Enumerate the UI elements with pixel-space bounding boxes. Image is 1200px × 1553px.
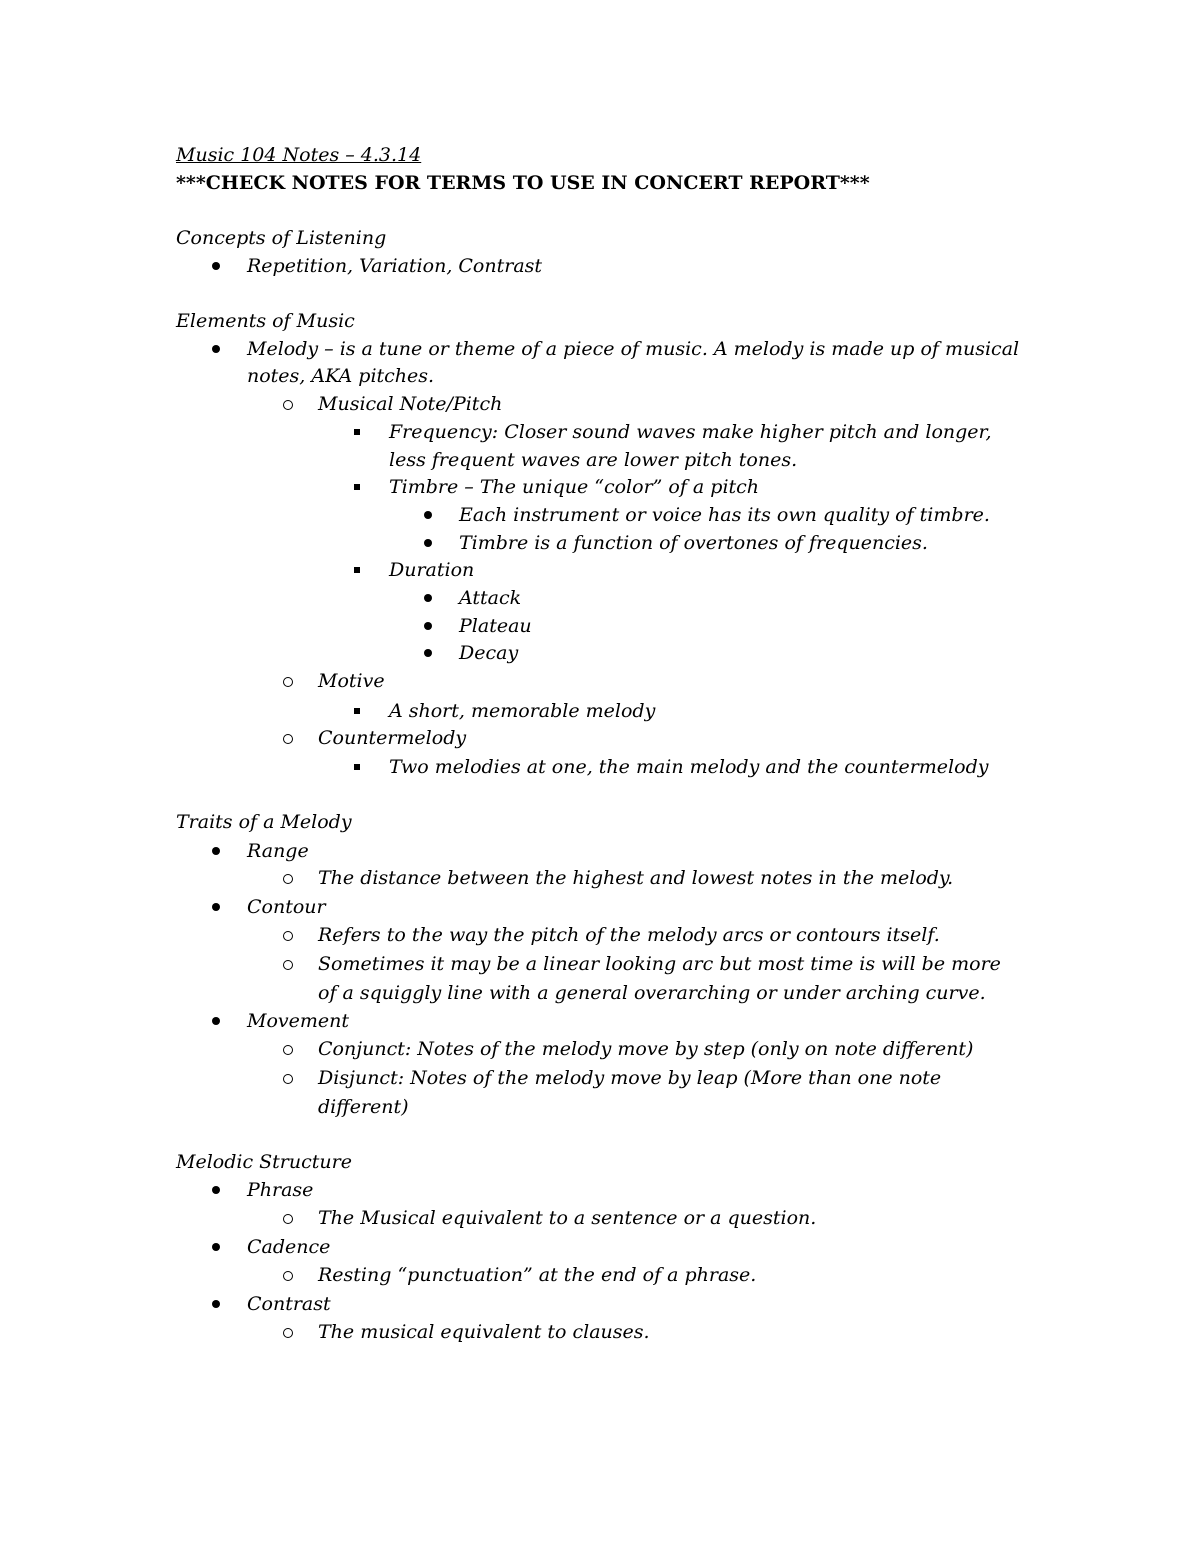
- list-item: Range: [247, 840, 309, 862]
- bullet-dot-icon: [424, 584, 436, 612]
- list-item: The musical equivalent to clauses.: [318, 1321, 650, 1343]
- doc-banner: ***CHECK NOTES FOR TERMS TO USE IN CONCERT REPORT***: [176, 172, 870, 194]
- list-item: Duration: [389, 559, 475, 581]
- list-item: Sometimes it may be a linear looking arc but most time is will be more: [318, 953, 1001, 975]
- list-item: Melody – is a tune or theme of a piece of music. A melody is made up of musical: [247, 338, 1020, 360]
- list-item: Two melodies at one, the main melody and the countermelody: [389, 756, 989, 778]
- list-item: Plateau: [459, 615, 532, 637]
- bullet-square-icon: [354, 556, 366, 584]
- bullet-circle-icon: [283, 724, 295, 752]
- list-item: Musical Note/Pitch: [318, 393, 503, 415]
- bullet-dot-icon: [212, 1007, 224, 1035]
- list-item-continuation: different): [318, 1096, 409, 1118]
- bullet-dot-icon: [424, 501, 436, 529]
- bullet-dot-icon: [424, 612, 436, 640]
- list-item: Countermelody: [318, 727, 467, 749]
- bullet-circle-icon: [283, 921, 295, 949]
- bullet-circle-icon: [283, 864, 295, 892]
- bullet-square-icon: [354, 753, 366, 781]
- bullet-circle-icon: [283, 950, 295, 978]
- bullet-circle-icon: [283, 390, 295, 418]
- section-heading-traits: Traits of a Melody: [176, 811, 352, 833]
- bullet-circle-icon: [283, 667, 295, 695]
- bullet-dot-icon: [212, 893, 224, 921]
- bullet-dot-icon: [212, 1233, 224, 1261]
- bullet-dot-icon: [424, 639, 436, 667]
- list-item: Decay: [459, 642, 519, 664]
- list-item: Disjunct: Notes of the melody move by leap (More than one note: [318, 1067, 942, 1089]
- list-item: A short, memorable melody: [389, 700, 656, 722]
- list-item: Timbre is a function of overtones of frequencies.: [459, 532, 928, 554]
- list-item: Attack: [459, 587, 522, 609]
- list-item: Repetition, Variation, Contrast: [247, 255, 543, 277]
- doc-title: Music 104 Notes – 4.3.14: [176, 144, 422, 166]
- bullet-dot-icon: [212, 1290, 224, 1318]
- list-item: Refers to the way the pitch of the melody arcs or contours itself.: [318, 924, 940, 946]
- list-item-continuation: less frequent waves are lower pitch tones.: [389, 449, 798, 471]
- list-item: Motive: [318, 670, 385, 692]
- bullet-dot-icon: [212, 837, 224, 865]
- list-item-continuation: notes, AKA pitches.: [247, 365, 435, 387]
- list-item: Conjunct: Notes of the melody move by step (only on note different): [318, 1038, 974, 1060]
- bullet-circle-icon: [283, 1064, 295, 1092]
- list-item: Resting “punctuation” at the end of a phrase.: [318, 1264, 757, 1286]
- bullet-circle-icon: [283, 1261, 295, 1289]
- bullet-dot-icon: [212, 252, 224, 280]
- bullet-dot-icon: [212, 1176, 224, 1204]
- bullet-circle-icon: [283, 1204, 295, 1232]
- list-item: Timbre – The unique “color” of a pitch: [389, 476, 760, 498]
- list-item: Cadence: [247, 1236, 331, 1258]
- bullet-square-icon: [354, 418, 366, 446]
- bullet-circle-icon: [283, 1318, 295, 1346]
- section-heading-concepts: Concepts of Listening: [176, 227, 387, 249]
- list-item: The distance between the highest and lowest notes in the melody.: [318, 867, 954, 889]
- list-item: Each instrument or voice has its own quality of timbre.: [459, 504, 990, 526]
- bullet-dot-icon: [212, 335, 224, 363]
- section-heading-elements: Elements of Music: [176, 310, 355, 332]
- section-heading-structure: Melodic Structure: [176, 1151, 352, 1173]
- list-item: Contour: [247, 896, 326, 918]
- bullet-dot-icon: [424, 529, 436, 557]
- list-item: Frequency: Closer sound waves make higher pitch and longer,: [389, 421, 992, 443]
- list-item: Phrase: [247, 1179, 314, 1201]
- bullet-square-icon: [354, 697, 366, 725]
- list-item: Movement: [247, 1010, 350, 1032]
- list-item-continuation: of a squiggly line with a general overarching or under arching curve.: [318, 982, 986, 1004]
- bullet-square-icon: [354, 473, 366, 501]
- list-item: Contrast: [247, 1293, 331, 1315]
- list-item: The Musical equivalent to a sentence or a question.: [318, 1207, 817, 1229]
- bullet-circle-icon: [283, 1035, 295, 1063]
